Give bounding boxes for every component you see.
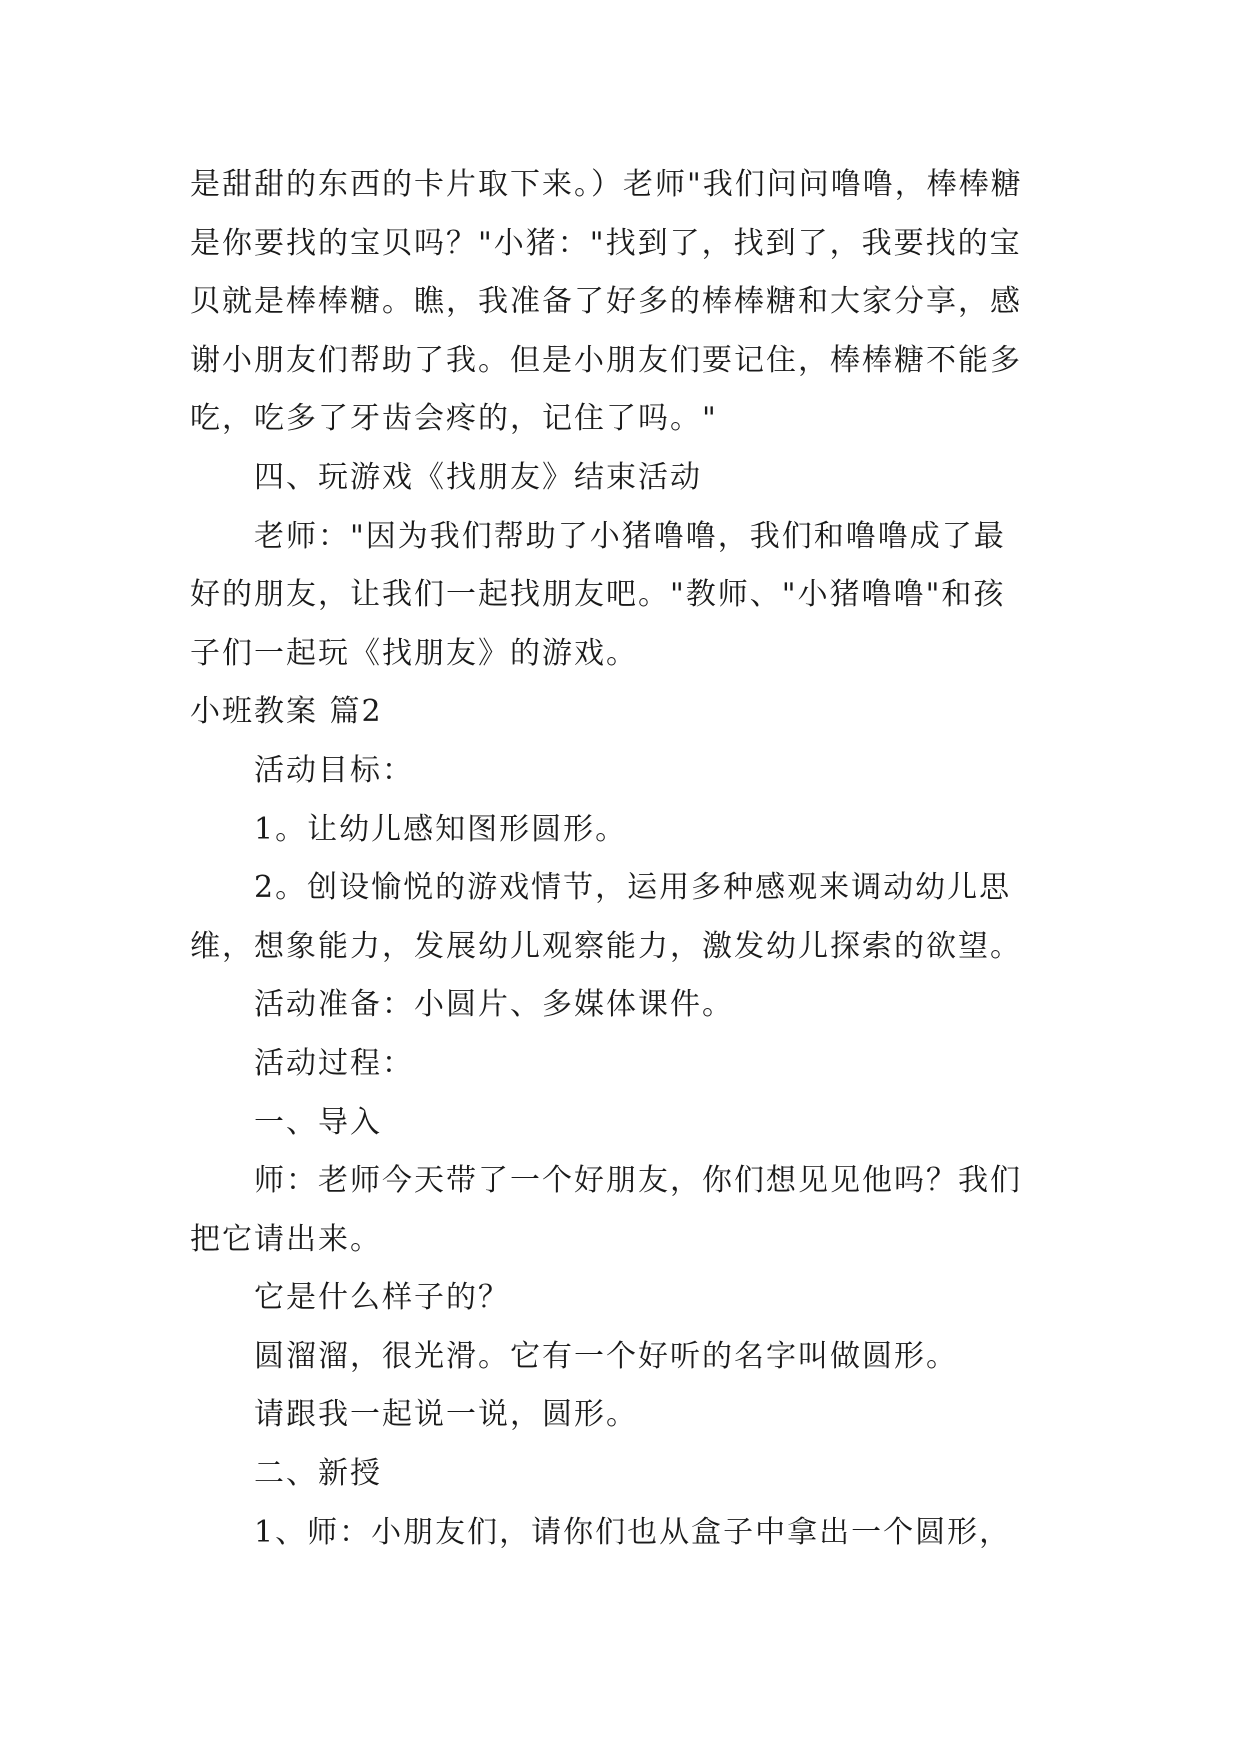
document-body [190,156,1070,1562]
text-line: 是甜甜的东西的卡片取下来。）老师"我们问问噜噜，棒棒糖 [190,167,1023,202]
text-line: 一、导入 [254,1104,382,1140]
text-line: 师：老师今天带了一个好朋友，你们想见见他吗？我们 [254,1163,1022,1199]
text-line: 它是什么样子的？ [254,1280,510,1316]
text-line: 活动过程： [254,1045,414,1081]
text-line: 谢小朋友们帮助了我。但是小朋友们要记住，棒棒糖不能多 [190,342,1022,378]
text-line: 贝就是棒棒糖。瞧，我准备了好多的棒棒糖和大家分享，感 [190,284,1022,320]
text-line: 是你要找的宝贝吗？"小猪："找到了，找到了，我要找的宝 [190,225,1022,261]
text-line: 活动目标： [254,752,414,788]
text-line: 2。创设愉悦的游戏情节，运用多种感观来调动幼儿思 [254,870,1012,906]
text-line: 维，想象能力，发展幼儿观察能力，激发幼儿探索的欲望。 [190,928,1022,964]
text-line: 吃，吃多了牙齿会疼的，记住了吗。" [190,401,718,437]
text-line: 老师："因为我们帮助了小猪噜噜，我们和噜噜成了最 [254,518,1006,554]
text-line: 好的朋友，让我们一起找朋友吧。"教师、"小猪噜噜"和孩 [190,577,1006,613]
text-line: 小班教案 篇2 [190,694,383,730]
text-line: 请跟我一起说一说，圆形。 [254,1397,638,1433]
text-line: 四、玩游戏《找朋友》结束活动 [254,459,702,495]
text-line: 圆溜溜，很光滑。它有一个好听的名字叫做圆形。 [254,1338,958,1374]
text-line: 子们一起玩《找朋友》的游戏。 [190,635,638,671]
text-line: 1、师：小朋友们，请你们也从盒子中拿出一个圆形， [254,1514,1012,1550]
text-line: 活动准备：小圆片、多媒体课件。 [254,987,734,1023]
text-line: 二、新授 [254,1456,382,1492]
text-line: 1。让幼儿感知图形圆形。 [254,811,628,847]
text-line: 把它请出来。 [190,1221,382,1257]
